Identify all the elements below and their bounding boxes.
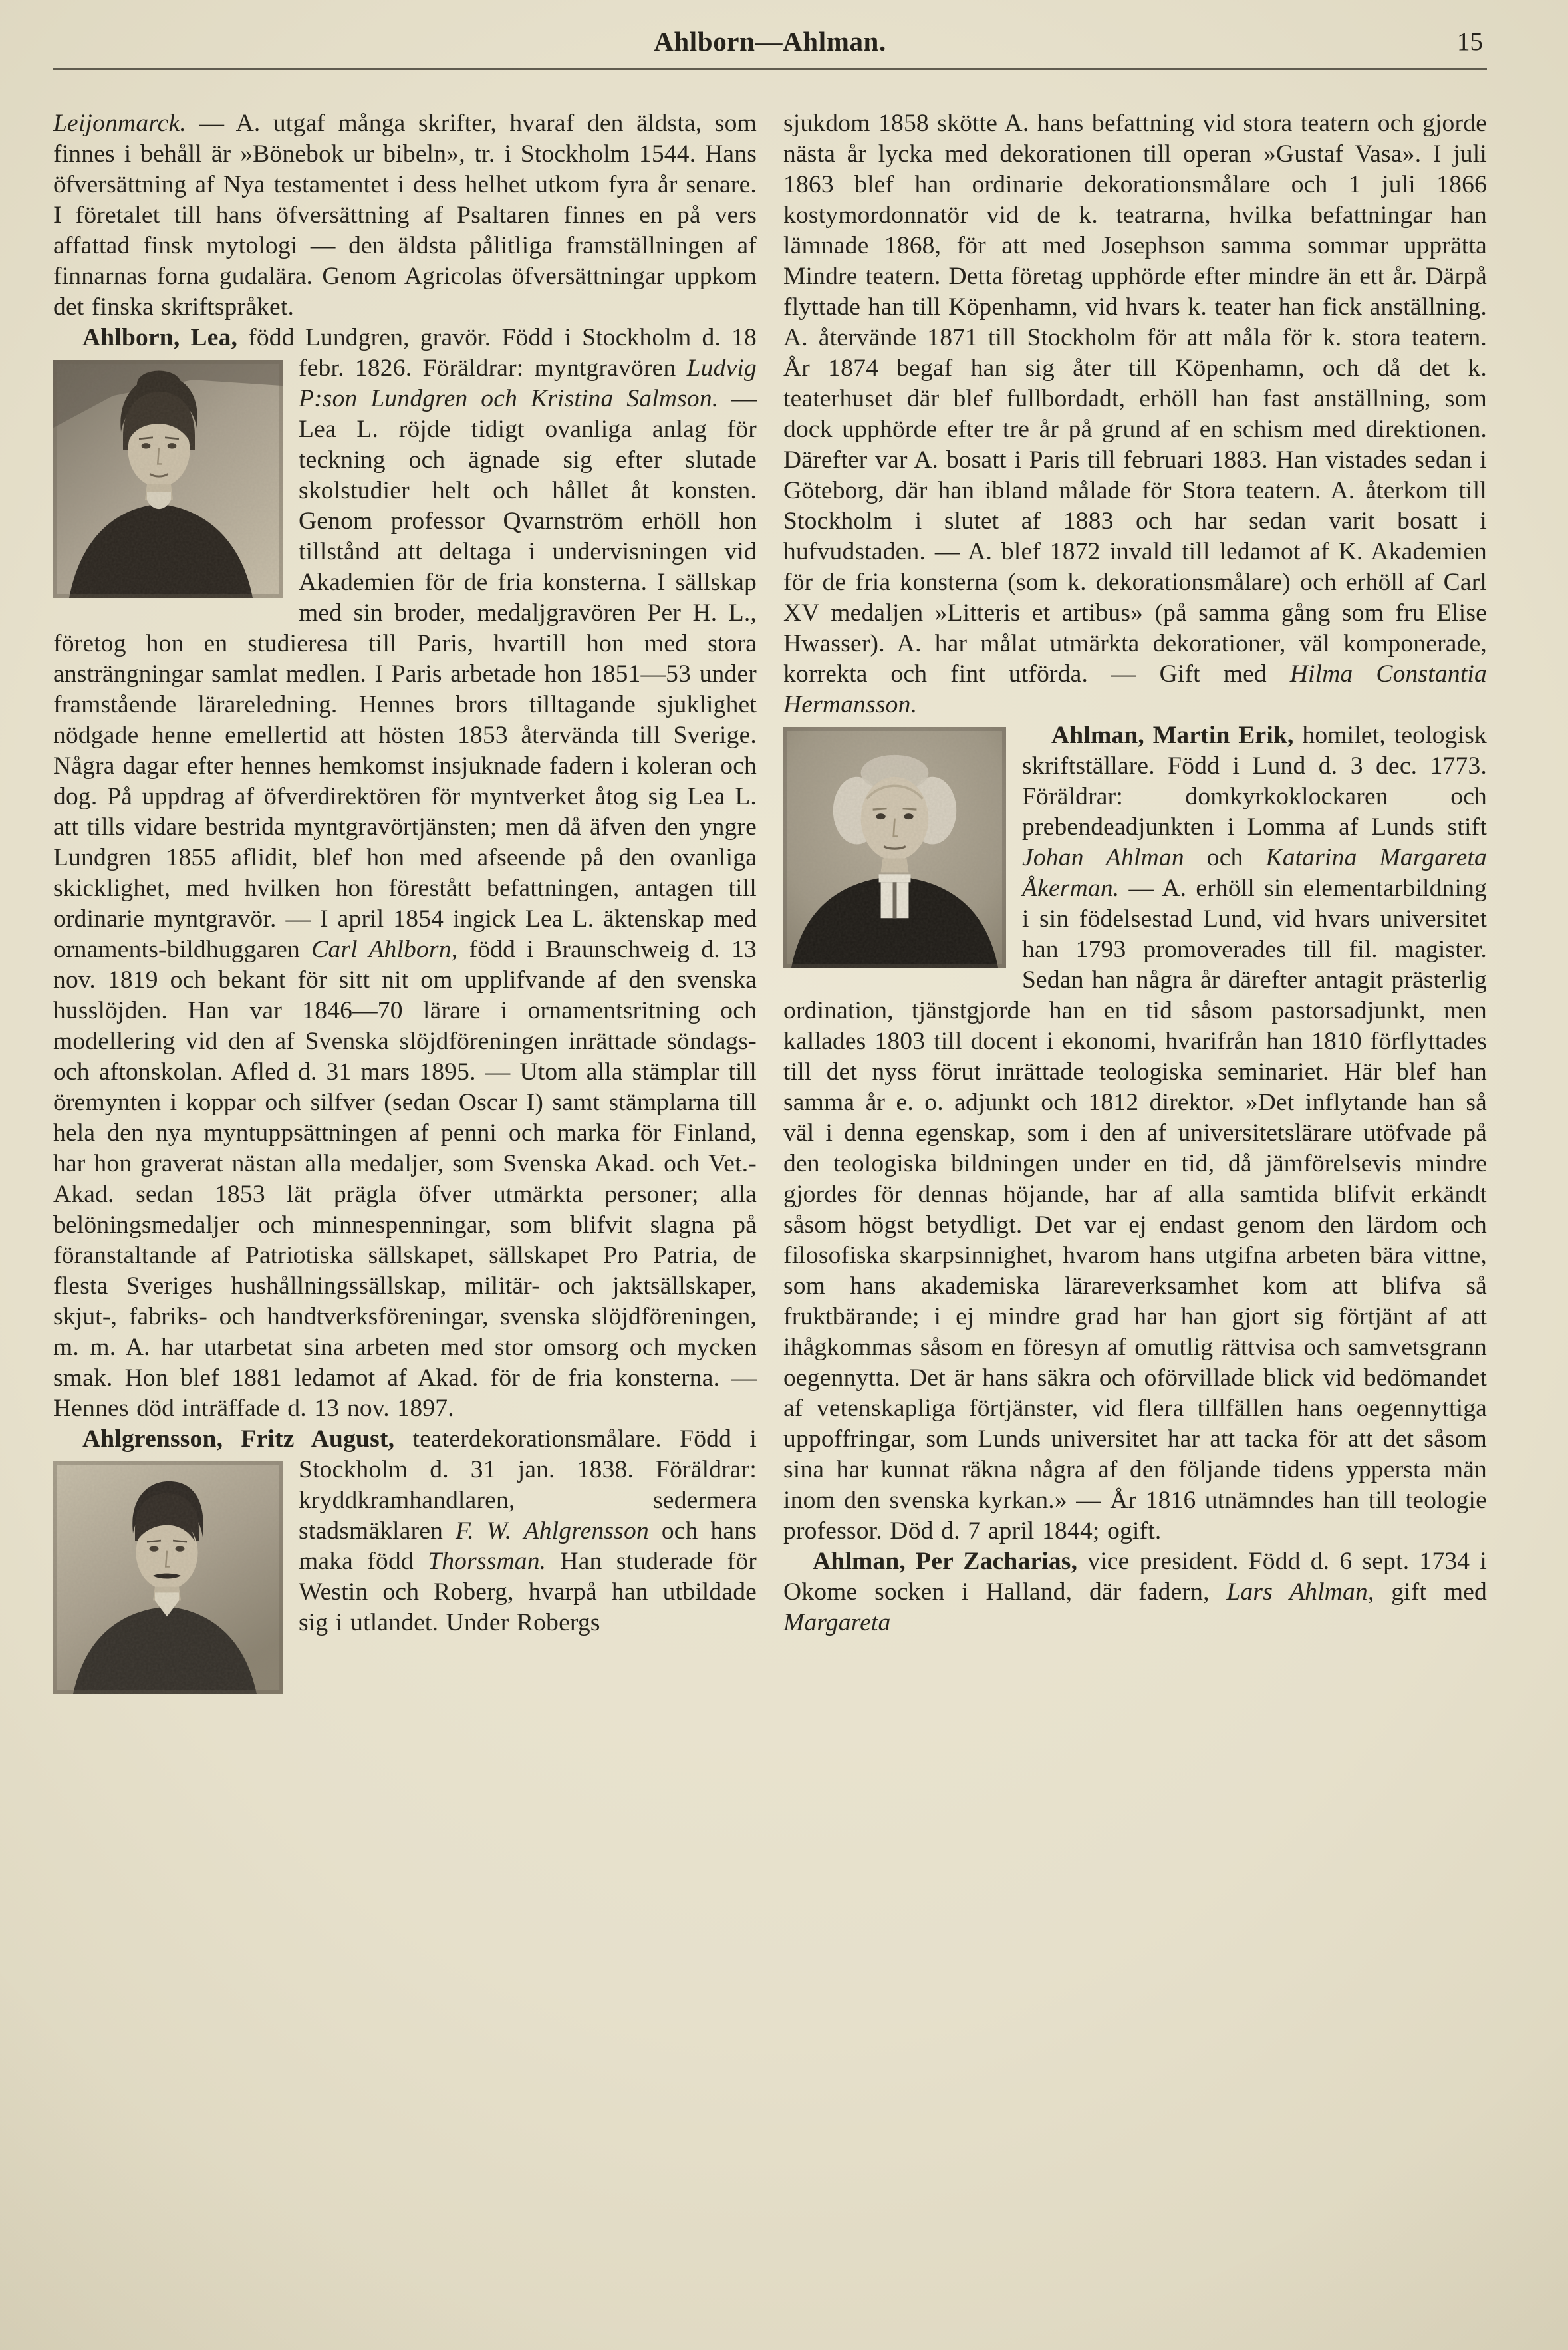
text-run: Margareta: [783, 1609, 891, 1636]
text-run: i Stockholm d. 18 febr. 1826. Föräldrar: myntgravören: [299, 324, 757, 382]
text-run: vice president. Född d. 6 sept. 1734 i Okome socken i Halland, där fadern,: [783, 1548, 1487, 1606]
text-run: F. W. Ahlgrensson: [456, 1517, 649, 1544]
text-run: Ahlman, Martin Erik,: [1051, 722, 1294, 749]
entry-leijonmarck-continuation: [53, 108, 757, 323]
text-run: gift med: [1374, 1578, 1487, 1606]
text-run: Carl Ahlborn,: [311, 936, 458, 963]
text-run: Ahlgrensson, Fritz August,: [82, 1425, 395, 1453]
entry-ahlgrensson-fritz-august: [53, 1424, 757, 1638]
text-run: och hans maka född: [299, 1517, 757, 1575]
page-title: Ahlborn—Ahlman.: [654, 26, 886, 57]
text-run: homilet, teologisk: [1293, 722, 1487, 749]
entry-ahlman-per-zacharias: [783, 1546, 1487, 1638]
text-run: Leijonmarck.: [53, 110, 186, 137]
entry-ahlborn-lea: [53, 323, 757, 1424]
text-run: — A. erhöll sin elementarbildning i sin födelsestad Lund, vid hvars universitet han 1793 promoverades till fil. magister. Sedan han några år därefter antagit prästerlig ordination, tjänstgjorde han en tid såsom pastorsadjunkt, men kallades 1803 till docent i ekonomi, hvarifrån han 1810 förflyttades till det nyss förut inrättade teologiska seminariet. Här blef han samma år e. o. adjunkt och 1812 direktor. »Det inflytande han så väl i denna egenskap, som i den af universitetslärare utöfvade på den teologiska bildningen under en tid, då jämförelsevis mindre gjordes för dennas höjande, har af alla samtida blifvit erkändt såsom högst betydligt. Det var ej endast genom den lärdom och filosofiska skarpsinnighet, hvarom hans utgifna arbeten bära vittne, som hans akademiska lärareverksamhet kom att blifva så fruktbärande; i ej mindre grad har han gjort sig förtjänt af att ihågkommas såsom en föresyn af omutlig rättvisa och samvetsgrann oegennytta. Det är hans säkra och oförvillade blick vid bedömandet af vetenskapliga förtjänster, vid flera tillfällen hans oegennyttiga uppoffringar, som Lunds universitet har att tacka för att det såsom sina har kunnat räkna några af den följande tidens yppersta män inom den svenska kyrkan.» — År 1816 utnämndes han till teologie professor. Död d. 7 april 1844; ogift.: [783, 875, 1487, 1544]
running-header: [53, 25, 1487, 61]
page-number: 15: [1457, 27, 1483, 56]
text-run: Ludvig P:son Lundgren och Kristina Salmson.: [299, 355, 757, 412]
text-run: — Lea L. röjde tidigt ovanliga anlag för teckning och ägnade sig efter slutade skolstudier helt och hållet åt konsten. Genom professor Qvarnström erhöll hon tillstånd att deltaga i undervisningen vid Akademien för de fria konsterna. I sällskap med sin broder, medaljgravören Per H. L., företog hon en studieresa till Paris, hvartill hon med stora ansträngningar samlat medlen. I Paris arbetade hon 1851—53 under framstående lärareledning. Hennes brors tilltagande sjuklighet nödgade henne emellertid att hösten 1853 återvända till Sverige. Några dagar efter hennes hemkomst insjuknade fadern i koleran och dog. På uppdrag af öfverdirektören för myntverket åtog sig Lea L. att tills vidare bestrida myntgravörtjänsten; men då äfven den yngre Lundgren 1855 aflidit, blef hon med afseende på den ovanliga skicklighet, med hvilken hon förestått befattningen, antagen till ordinarie myntgravör. — I april 1854 ingick Lea L. äktenskap med ornaments-bildhuggaren: [53, 385, 757, 963]
text-run: Lars Ahlman,: [1226, 1578, 1374, 1606]
text-run: Han studerade för Westin och Roberg, hvarpå han utbildade sig i utlandet. Under Robergs: [299, 1548, 757, 1636]
text-run: och: [1184, 844, 1266, 871]
entry-ahlgrensson-continuation: [783, 108, 1487, 720]
text-run: Johan Ahlman: [1022, 844, 1184, 871]
text-run: Katarina Margareta Åkerman.: [1022, 844, 1487, 902]
text-columns: [53, 108, 1487, 1699]
text-run: Hilma Constantia Hermansson.: [783, 661, 1488, 718]
text-run: Thorssman.: [428, 1548, 547, 1575]
text-run: Ahlborn, Lea,: [82, 324, 238, 351]
text-run: — A. utgaf många skrifter, hvaraf den äldsta, som finnes i behåll är »Bönebok ur bibeln», tr. i Stockholm 1544. Hans öfversättning af Nya testamentet i dess helhet utkom fyra år senare. I företalet till hans öfversättning af Psaltaren finnes en på vers affattad finsk mytologi — den äldsta pålitliga framställningen af finnarnas forna gudalära. Genom Agricolas öfversättningar uppkom det finska skriftspråket.: [53, 110, 757, 321]
header-rule: [53, 68, 1487, 70]
portrait-fritz-ahlgrensson: [53, 1461, 283, 1694]
text-run: född Lundgren, gravör. Född: [237, 324, 565, 351]
text-run: sjukdom 1858 skötte A. hans befattning vid stora teatern och gjorde nästa år lycka med dekorationen till operan »Gustaf Vasa». I juli 1863 blef han ordinarie dekorationsmålare och 1 juli 1866 kostymordonnatör vid de k. teatrarna, hvilka befattningar han lämnade 1868, för att med Josephson samma sommar upprätta Mindre teatern. Detta företag upphörde efter mindre än ett år. Därpå flyttade han till Köpenhamn, vid hvars k. teater han fick anställning. A. återvände 1871 till Stockholm för att måla för k. stora teatern. År 1874 begaf han sig åter till Köpenhamn, och då det k. teaterhuset där blef fullbordadt, erhöll han fast anställning, som dock upphörde efter tre år på grund af en schism med direktionen. Därefter var A. bosatt i Paris till februari 1883. Han vistades sedan i Göteborg, där han ibland målade för Stora teatern. A. återkom till Stockholm i slutet af 1883 och har sedan varit bosatt i hufvudstaden. — A. blef 1872 invald till ledamot af K. Akademien för de fria konsterna (som k. dekorationsmålare) och erhöll af Carl XV medaljen »Litteris et artibus» (på samma gång som fru Elise Hwasser). A. har målat utmärkta dekorationer, väl komponerade, korrekta och fint utförda. — Gift med: [783, 110, 1487, 688]
text-run: Ahlman, Per Zacharias,: [813, 1548, 1078, 1575]
text-run: teaterdekorationsmålare.: [394, 1425, 662, 1453]
portrait-lea-ahlborn: [53, 360, 283, 598]
text-run: skriftställare. Född i Lund d. 3 dec. 1773. Föräldrar: domkyrkoklockaren och prebendeadjunkten i Lomma af Lunds stift: [1022, 752, 1487, 841]
right-column: [783, 108, 1487, 1699]
text-run: Född i Stockholm d. 31 jan. 1838. Föräldrar: kryddkramhandlaren, sedermera stadsmäklaren: [299, 1425, 757, 1544]
left-column: [53, 108, 757, 1699]
portrait-martin-erik-ahlman: [783, 727, 1006, 968]
entry-ahlman-martin-erik: [783, 720, 1487, 1546]
text-run: född i Braunschweig d. 13 nov. 1819 och bekant för sitt nit om upplifvande af den svenska husslöjden. Han var 1846—70 lärare i ornamentsritning och modellering vid den af Svenska slöjdföreningen inrättade söndags- och aftonskolan. Afled d. 31 mars 1895. — Utom alla stämplar till öremynten i koppar och silfver (sedan Oscar I) samt stämplarna till hela den nya myntuppsättningen af penni och marka för Finland, har hon graverat nästan alla medaljer, som Svenska Akad. och Vet.-Akad. sedan 1853 lät prägla öfver utmärkta personer; alla belöningsmedaljer och minnespenningar, som blifvit slagna på föranstaltande af Patriotiska sällskapet, sällskapet Pro Patria, de flesta Sveriges hushållningssällskap, militär- och jaktsällskaper, skjut-, fabriks- och handtverksföreningar, svenska slöjdföreningen, m. m. A. har utarbetat sina arbeten med stor omsorg och mycken smak. Hon blef 1881 ledamot af Akad. för de fria konsterna. — Hennes död inträffade d. 13 nov. 1897.: [53, 936, 757, 1422]
